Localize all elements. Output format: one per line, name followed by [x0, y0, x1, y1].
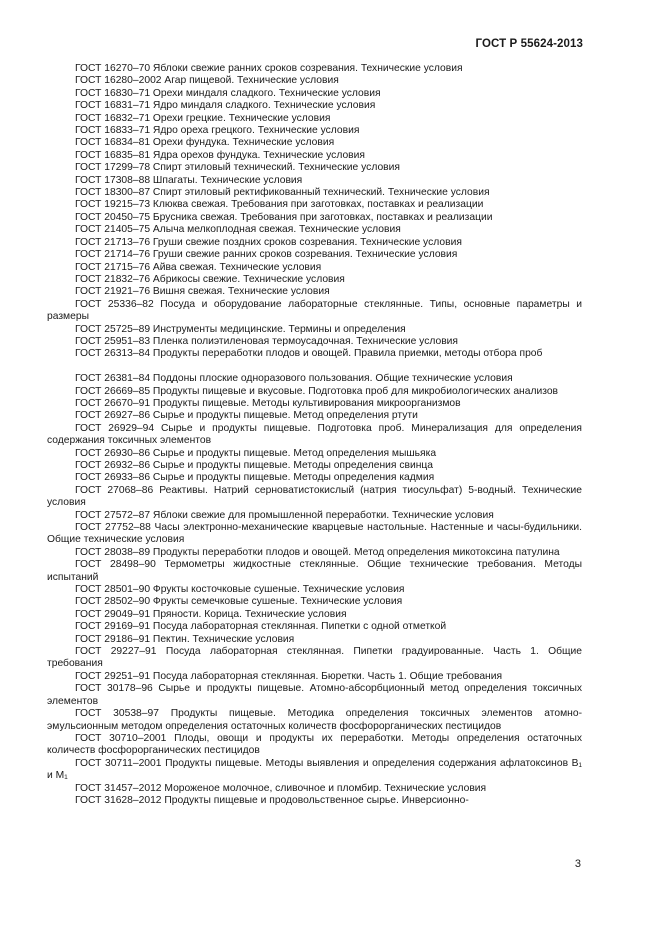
standard-entry: ГОСТ 16270–70 Яблоки свежие ранних сроков созревания. Технические условия [75, 63, 463, 74]
standard-entry: ГОСТ 21921–76 Вишня свежая. Технические условия [75, 286, 330, 298]
standard-entry: ГОСТ 16830–71 Орехи миндаля сладкого. Технические условия [75, 87, 381, 99]
standard-entry: ГОСТ 26933–86 Сырье и продукты пищевые. Методы определения кадмия [75, 472, 435, 484]
standard-entry: ГОСТ 16834–81 Орехи фундука. Технические условия [75, 137, 335, 149]
standard-entry: ГОСТ 30178–96 Сырье и продукты пищевые. Атомно-абсорбционный метод определения токсичных элементов [47, 683, 582, 707]
standard-entry: ГОСТ 16832–71 Орехи грецкие. Технические условия [75, 112, 331, 124]
standard-entry: ГОСТ 21715–76 Айва свежая. Технические условия [75, 261, 322, 273]
standard-entry: ГОСТ 21832–76 Абрикосы свежие. Технические условия [75, 273, 345, 285]
standard-entry: ГОСТ 18300–87 Спирт этиловый ректификованный технический. Технические условия [75, 187, 490, 199]
standard-entry: ГОСТ 31457–2012 Мороженое молочное, сливочное и пломбир. Технические условия [75, 782, 487, 794]
standard-entry: ГОСТ 28038–89 Продукты переработки плодов и овощей. Метод определения микотоксина патулина [75, 546, 560, 558]
standard-entry: ГОСТ 28501–90 Фрукты косточковые сушеные. Технические условия [75, 584, 405, 596]
standard-entry: ГОСТ 27572–87 Яблоки свежие для промышленной переработки. Технические условия [75, 509, 494, 521]
standard-entry: ГОСТ 30710–2001 Плоды, овощи и продукты их переработки. Методы определения остаточных количеств фосфорорганических пестицидов [47, 732, 582, 757]
standard-entry: ГОСТ 21405–75 Алыча мелкоплодная свежая. Технические условия [75, 224, 401, 236]
standard-entry: ГОСТ 21713–76 Груши свежие поздних сроков созревания. Технические условия [75, 236, 462, 248]
standard-entry: ГОСТ 26669–85 Продукты пищевые и вкусовые. Подготовка проб для микробиологических анализов [75, 385, 559, 397]
standard-entry: ГОСТ 30538–97 Продукты пищевые. Методика определения токсичных элементов атомно-эмульсионным методом определения остаточных количеств фосфорорганических пестицидов [47, 708, 582, 732]
standard-entry: ГОСТ 25336–82 Посуда и оборудование лабораторные стеклянные. Типы, основные параметры и размеры [47, 298, 582, 323]
standards-list [47, 63, 582, 807]
standard-entry: ГОСТ 26929–94 Сырье и продукты пищевые. Подготовка проб. Минерализация для определения содержания токсичных элементов [47, 422, 582, 447]
standard-entry: ГОСТ 16833–71 Ядро ореха грецкого. Технические условия [75, 125, 360, 137]
page-number: 3 [574, 858, 581, 870]
standard-entry: ГОСТ 26313–84 Продукты переработки плодов и овощей. Правила приемки, методы отбора проб [75, 348, 543, 360]
standard-entry: ГОСТ 28502–90 Фрукты семечковые сушеные. Технические условия [75, 596, 403, 608]
standard-entry: ГОСТ 29049–91 Пряности. Корица. Технические условия [75, 608, 347, 620]
standard-entry [47, 361, 582, 373]
standard-entry: ГОСТ 19215–73 Клюква свежая. Требования при заготовках, поставках и реализации [75, 199, 484, 211]
standard-entry: ГОСТ 17299–78 Спирт этиловый технический. Технические условия [75, 162, 400, 174]
standard-entry: ГОСТ 27068–86 Реактивы. Натрий серноватистокислый (натрия тиосульфат) 5-водный. Технические условия [47, 484, 582, 509]
standard-entry: ГОСТ 26927–86 Сырье и продукты пищевые. Метод определения ртути [75, 410, 418, 422]
standard-entry: ГОСТ 25725–89 Инструменты медицинские. Термины и определения [75, 323, 406, 335]
standard-entry: ГОСТ 17308–88 Шпагаты. Технические условия [75, 174, 303, 186]
standard-entry: ГОСТ 31628–2012 Продукты пищевые и продовольственное сырье. Инверсионно- [75, 794, 469, 806]
standard-entry: ГОСТ 30711–2001 Продукты пищевые. Методы выявления и определения содержания афлатоксинов B₁ и M₁ [47, 757, 582, 782]
standard-entry: ГОСТ 29227–91 Посуда лабораторная стеклянная. Пипетки градуированные. Часть 1. Общие требования [47, 646, 582, 670]
standard-entry: ГОСТ 26932–86 Сырье и продукты пищевые. Методы определения свинца [75, 459, 434, 471]
document-header: ГОСТ Р 55624-2013 [475, 38, 583, 50]
standard-entry: ГОСТ 27752–88 Часы электронно-механические кварцевые настольные. Настенные и часы-будильники. Общие технические условия [47, 522, 582, 546]
standard-entry: ГОСТ 16280–2002 Агар пищевой. Технические условия [75, 75, 339, 87]
standard-entry: ГОСТ 20450–75 Брусника свежая. Требования при заготовках, поставках и реализации [75, 211, 493, 223]
standard-entry: ГОСТ 16831–71 Ядро миндаля сладкого. Технические условия [75, 100, 376, 112]
standard-entry: ГОСТ 21714–76 Груши свежие ранних сроков созревания. Технические условия [75, 249, 458, 261]
standard-entry: ГОСТ 26670–91 Продукты пищевые. Методы культивирования микроорганизмов [75, 397, 461, 409]
standard-entry: ГОСТ 26381–84 Поддоны плоские одноразового пользования. Общие технические условия [75, 373, 513, 385]
standard-entry: ГОСТ 26930–86 Сырье и продукты пищевые. Метод определения мышьяка [75, 447, 437, 459]
standard-entry: ГОСТ 16835–81 Ядра орехов фундука. Технические условия [75, 149, 365, 161]
standard-entry: ГОСТ 29251–91 Посуда лабораторная стеклянная. Бюретки. Часть 1. Общие требования [75, 670, 503, 682]
standard-entry: ГОСТ 29186–91 Пектин. Технические условия [75, 633, 295, 645]
standard-entry: ГОСТ 28498–90 Термометры жидкостные стеклянные. Общие технические требования. Методы испытаний [47, 559, 582, 583]
standard-entry: ГОСТ 29169–91 Посуда лабораторная стеклянная. Пипетки с одной отметкой [75, 621, 447, 633]
standard-entry: ГОСТ 25951–83 Пленка полиэтиленовая термоусадочная. Технические условия [75, 335, 459, 347]
